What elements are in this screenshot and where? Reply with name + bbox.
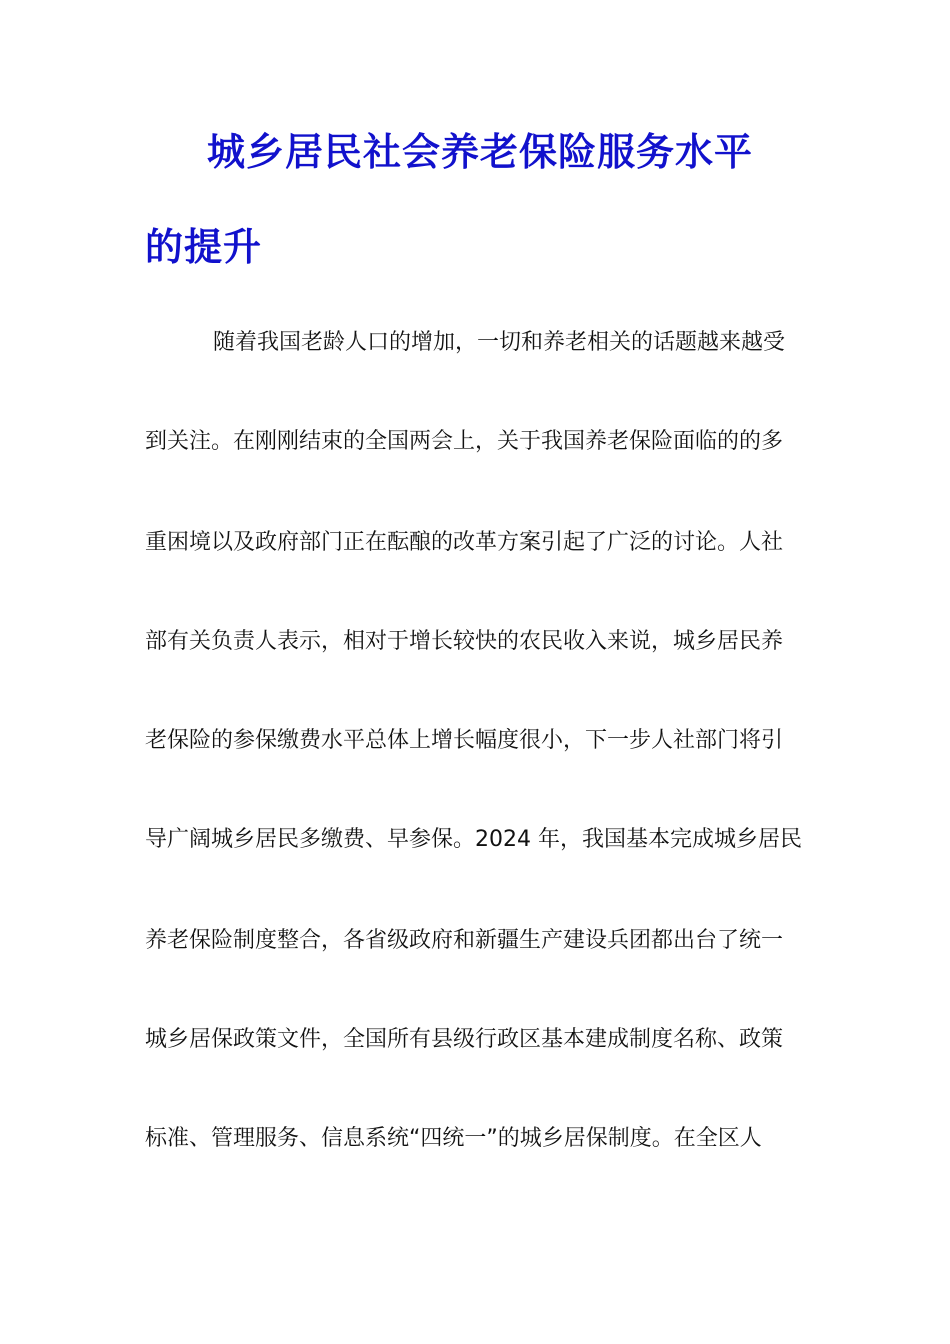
body-text-line-2: 到关注。在刚刚结束的全国两会上，关于我国养老保险面临的的多 — [145, 429, 784, 454]
body-text-line-7: 养老保险制度整合，各省级政府和新疆生产建设兵团都出台了统一 — [145, 928, 784, 953]
body-text-line-1: 随着我国老龄人口的增加，一切和养老相关的话题越来越受 — [213, 330, 786, 355]
body-text-line-6: 导广阔城乡居民多缴费、早参保。2024 年，我国基本完成城乡居民 — [145, 827, 802, 852]
document-title-line-2: 的提升 — [145, 225, 263, 269]
document-title-line-1: 城乡居民社会养老保险服务水平 — [207, 130, 754, 174]
body-text-line-9: 标准、管理服务、信息系统“四统一”的城乡居保制度。在全区人 — [145, 1126, 762, 1151]
body-text-line-4: 部有关负责人表示，相对于增长较快的农民收入来说，城乡居民养 — [145, 629, 784, 654]
body-text-line-8: 城乡居保政策文件，全国所有县级行政区基本建成制度名称、政策 — [145, 1027, 784, 1052]
body-text-line-5: 老保险的参保缴费水平总体上增长幅度很小，下一步人社部门将引 — [145, 728, 784, 753]
body-text-line-3: 重困境以及政府部门正在酝酿的改革方案引起了广泛的讨论。人社 — [145, 530, 784, 555]
